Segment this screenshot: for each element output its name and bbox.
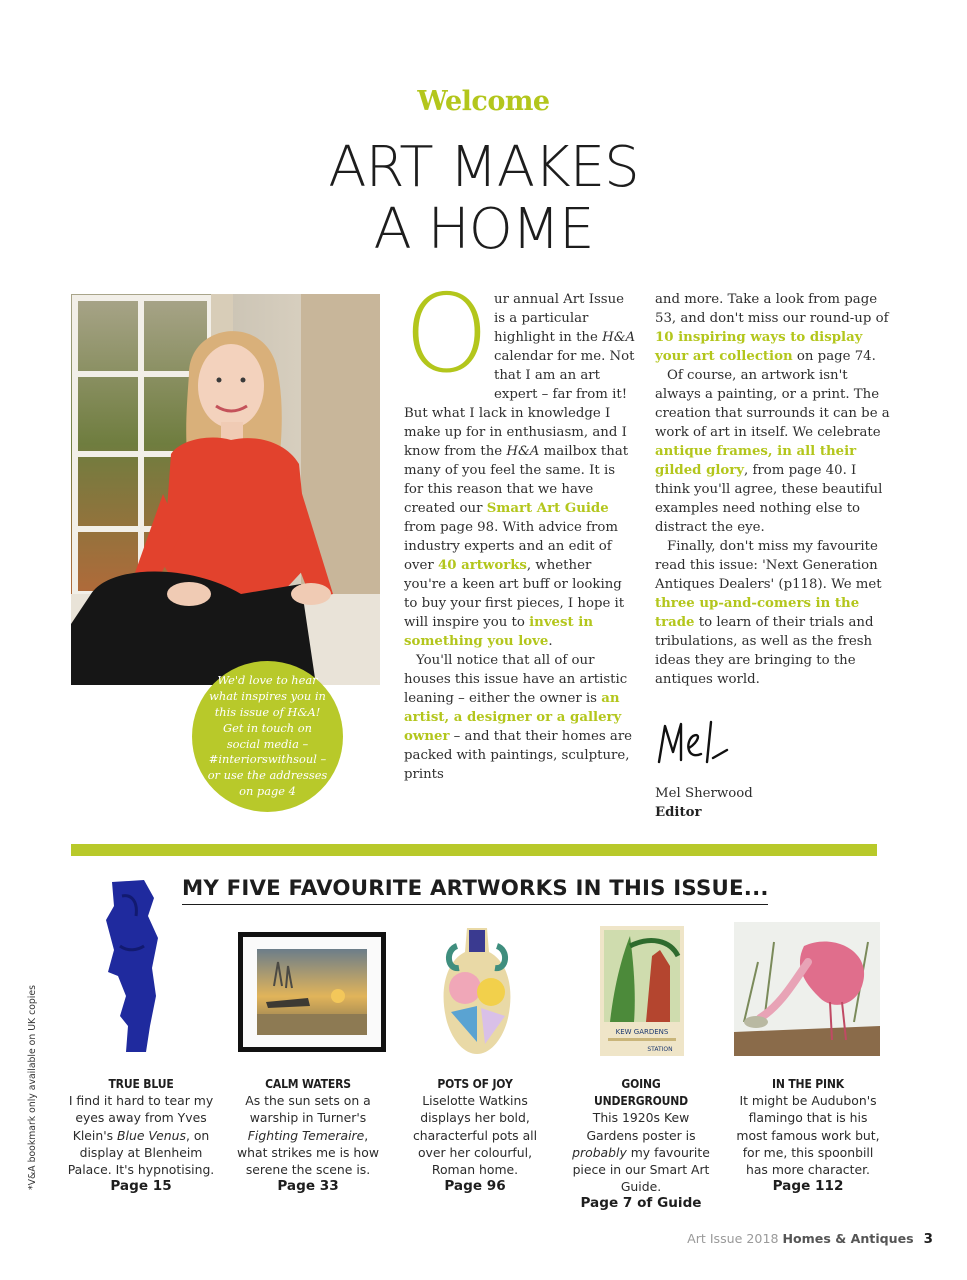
favourite-description (233, 1092, 383, 1178)
title-line-1: ART MAKES (328, 135, 639, 200)
highlight-text: 10 inspiring ways to display your art collection (655, 330, 863, 364)
emphasis-text: Blue Venus (117, 1127, 186, 1143)
favourite-item-5 (733, 1075, 883, 1195)
article-paragraph-4 (655, 366, 893, 537)
editor-role: Editor (655, 805, 702, 820)
bookmark-note: *V&A bookmark only available on UK copies (27, 985, 38, 1190)
contact-bubble-text: We'd love to hear what inspires you in this issue of H&A! Get in touch on social media – #interiorswithsoul – or use the addresses on page 4 (207, 673, 328, 798)
footer-magazine: Homes & Antiques (782, 1231, 914, 1246)
article-column-2 (655, 290, 893, 689)
favourite-description (733, 1092, 883, 1178)
body-text: Liselotte Watkins displays her bold, characterful pots all over her colourful, Roman home. (412, 1093, 538, 1178)
emphasis-text: H&A (602, 330, 636, 345)
body-text: from page 98. With advice from industry experts and an edit of over (404, 520, 618, 573)
highlight-text: invest in something you love (404, 615, 593, 649)
article-paragraph-3 (655, 290, 893, 366)
signature-drawing (655, 718, 735, 768)
highlight-text: 40 artworks (437, 558, 527, 573)
page-title (0, 137, 967, 261)
body-text: As the sun sets on a warship in Turner's (245, 1093, 371, 1126)
emphasis-text: probably (572, 1144, 627, 1160)
highlight-text: Smart Art Guide (486, 501, 609, 516)
contact-bubble (192, 661, 343, 812)
body-text: I find it hard to tear my eyes away from Yves Klein's (68, 1093, 214, 1143)
highlight-text: an artist, a designer or a gallery owner (404, 691, 622, 744)
favourite-item-4 (566, 1075, 716, 1213)
favourite-description (400, 1092, 550, 1178)
body-text: on page 74. (792, 349, 876, 364)
emphasis-text: Fighting Temeraire (247, 1127, 365, 1143)
liselotte-pot-image (437, 922, 517, 1056)
body-text: calendar for me. Not that I am an art expert – far from it! But what I lack in knowledge I make up for in enthusiasm, and I know from the (404, 349, 635, 459)
favourite-title: TRUE BLUE (108, 1076, 174, 1091)
article-paragraph-1 (404, 272, 636, 651)
poster-text-top: KEW GARDENS (615, 1028, 669, 1036)
favourite-item-1 (66, 1075, 216, 1195)
page-number: 3 (923, 1232, 933, 1247)
editor-name: Mel Sherwood (655, 786, 753, 801)
section-kicker: Welcome (417, 86, 550, 117)
fighting-temeraire-image (238, 932, 386, 1052)
body-text: and more. Take a look from page 53, and don't miss our round-up of (655, 292, 889, 326)
favourite-title: GOING UNDERGROUND (594, 1076, 688, 1109)
article-column-1 (404, 272, 636, 784)
body-text: – and that their homes are packed with paintings, sculpture, prints (404, 729, 633, 782)
poster-text-bottom: STATION (647, 1046, 673, 1053)
body-text: to learn of their trials and tribulations, as well as the fresh ideas they are bringing to the antiques world. (655, 615, 874, 687)
favourite-page: Page 7 of Guide (580, 1195, 702, 1212)
highlight-text: three up-and-comers in the trade (655, 596, 860, 630)
kew-gardens-poster-image (600, 926, 684, 1056)
page-footer (687, 1231, 933, 1247)
favourites-heading: MY FIVE FAVOURITE ARTWORKS IN THIS ISSUE... (182, 876, 768, 905)
favourite-item-2 (233, 1075, 383, 1195)
body-text: It might be Audubon's flamingo that is his most famous work but, for me, this spoonbill has more character. (736, 1093, 880, 1178)
editor-signature (655, 718, 735, 768)
favourite-description (566, 1109, 716, 1195)
editor-photo (71, 294, 380, 685)
body-text: , whether you're a keen art buff or looking to buy your first pieces, I hope it will inspire you to (404, 558, 625, 630)
body-text: You'll notice that all of our houses this issue have an artistic leaning – either the owner is (404, 653, 628, 706)
favourite-page: Page 96 (444, 1178, 506, 1195)
favourite-description (66, 1092, 216, 1178)
body-text: , what strikes me is how serene the scene is. (236, 1127, 379, 1178)
spoonbill-image (734, 922, 880, 1056)
emphasis-text: H&A (506, 444, 540, 459)
divider-bar (71, 844, 877, 856)
body-text: ur annual Art Issue is a particular highlight in the (494, 292, 625, 345)
body-text: my favourite piece in our Smart Art Guide. (572, 1144, 710, 1195)
favourite-page: Page 112 (772, 1178, 844, 1195)
body-text: This 1920s Kew Gardens poster is (586, 1110, 696, 1143)
article-paragraph-2 (404, 651, 636, 784)
editor-portrait-illustration (71, 294, 380, 685)
title-line-2: A HOME (373, 197, 594, 262)
footer-issue: Art Issue 2018 (687, 1231, 779, 1246)
blue-venus-image (92, 876, 180, 1056)
highlight-text: antique frames, in all their gilded glory (655, 444, 857, 478)
body-text: Of course, an artwork isn't always a painting, or a print. The creation that surrounds it can be a work of art in itself. We celebrate (655, 368, 890, 440)
favourite-title: IN THE PINK (771, 1076, 845, 1091)
body-text: Finally, don't miss my favourite read this issue: 'Next Generation Antiques Dealers' (p118). We met (655, 539, 882, 592)
favourite-page: Page 15 (110, 1178, 172, 1195)
favourite-item-3 (400, 1075, 550, 1195)
favourite-page: Page 33 (277, 1178, 339, 1195)
article-paragraph-5 (655, 537, 893, 689)
body-text: , on display at Blenheim Palace. It's hypnotising. (67, 1127, 215, 1178)
body-text: , from page 40. I think you'll agree, these beautiful examples need nothing else to distract the eye. (655, 463, 883, 535)
favourite-title: POTS OF JOY (437, 1076, 513, 1091)
drop-cap: O (404, 272, 490, 397)
body-text: . (548, 634, 553, 649)
body-text: mailbox that many of you feel the same. It is for this reason that we have created our (404, 444, 629, 516)
favourite-title: CALM WATERS (265, 1076, 351, 1091)
